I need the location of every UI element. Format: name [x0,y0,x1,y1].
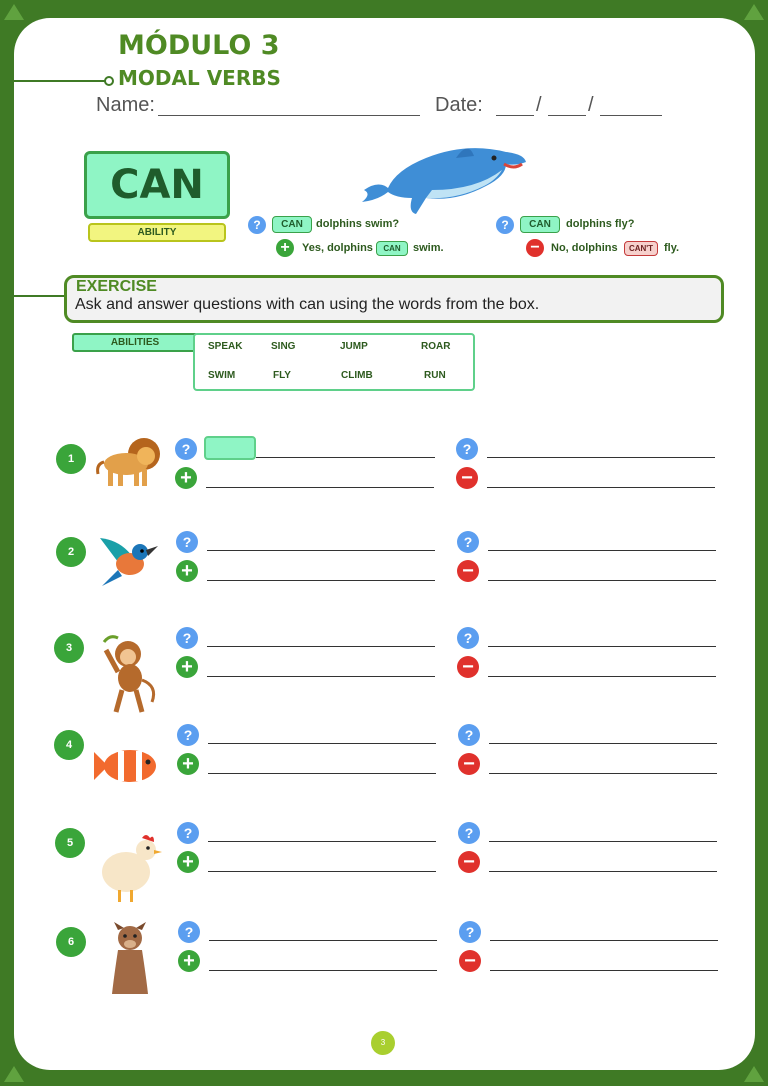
minus-icon: − [456,467,478,489]
ability-label: ABILITY [88,223,226,242]
hen-icon [96,832,162,904]
exercise-title: EXERCISE [76,278,157,295]
word-item: SING [271,341,296,352]
question-icon: ? [459,921,481,943]
question-icon: ? [178,921,200,943]
minus-icon: − [458,851,480,873]
word-item: FLY [273,370,291,381]
question-icon: ? [496,216,514,234]
word-item: JUMP [340,341,368,352]
question-icon: ? [176,627,198,649]
exercise-instruction: Ask and answer questions with can using the words from the box. [75,296,540,313]
negative-answer-line[interactable] [489,773,717,774]
minus-icon: − [458,753,480,775]
plus-icon: + [177,753,199,775]
item-number: 1 [56,444,86,474]
header-connector-line [14,80,106,82]
question-answer-line[interactable] [487,457,715,458]
topic-title: MODAL VERBS [118,66,281,90]
question-answer-line[interactable] [488,550,716,551]
clownfish-icon [92,744,162,788]
corner-decoration [4,1066,24,1082]
item-number: 5 [55,828,85,858]
word-item: CLIMB [341,370,373,381]
question-icon: ? [457,531,479,553]
question-answer-line[interactable] [207,550,435,551]
question-icon: ? [176,531,198,553]
answer-starter-box[interactable] [204,436,256,460]
date-month-field[interactable] [548,115,586,116]
plus-icon: + [176,560,198,582]
item-number: 2 [56,537,86,567]
question-answer-line[interactable] [489,743,717,744]
item-number: 6 [56,927,86,957]
module-title: MÓDULO 3 [118,30,280,61]
plus-icon: + [175,467,197,489]
question-answer-line[interactable] [488,646,716,647]
example-question-text: dolphins fly? [566,218,635,230]
question-answer-line[interactable] [209,940,437,941]
name-label: Name: [96,94,155,116]
example-answer-text: Yes, dolphins [302,242,373,254]
question-icon: ? [456,438,478,460]
question-answer-line[interactable] [490,940,718,941]
question-icon: ? [177,822,199,844]
word-item: SWIM [208,370,236,381]
can-pill: CAN [272,216,312,233]
corner-decoration [744,4,764,20]
date-separator: / [536,94,542,116]
negative-answer-line[interactable] [488,676,716,677]
minus-icon: − [457,560,479,582]
question-icon: ? [177,724,199,746]
lion-icon [94,434,164,488]
negative-answer-line[interactable] [488,580,716,581]
corner-decoration [744,1066,764,1082]
word-item: RUN [424,370,446,381]
negative-answer-line[interactable] [490,970,718,971]
monkey-icon [100,632,160,718]
question-answer-line[interactable] [489,841,717,842]
plus-icon: + [276,239,294,257]
cant-pill: CAN'T [624,241,658,256]
abilities-label: ABILITIES [72,333,198,352]
item-number: 4 [54,730,84,760]
example-answer-text: fly. [664,242,680,254]
item-number: 3 [54,633,84,663]
plus-icon: + [176,656,198,678]
can-title-box: CAN [84,151,230,219]
name-field[interactable] [158,115,420,116]
negative-answer-line[interactable] [487,487,715,488]
example-question-text: dolphins swim? [316,218,400,230]
minus-icon: − [459,950,481,972]
dog-icon [104,920,156,998]
can-pill: CAN [376,241,408,256]
question-answer-line[interactable] [208,743,436,744]
exercise-connector-line [14,295,66,297]
corner-decoration [4,4,24,20]
negative-answer-line[interactable] [489,871,717,872]
date-separator: / [588,94,594,116]
positive-answer-line[interactable] [209,970,437,971]
minus-icon: − [457,656,479,678]
question-icon: ? [248,216,266,234]
word-item: SPEAK [208,341,243,352]
question-answer-line[interactable] [207,646,435,647]
minus-icon: − [526,239,544,257]
question-icon: ? [175,438,197,460]
date-year-field[interactable] [600,115,662,116]
page-number: 3 [371,1031,395,1055]
question-icon: ? [458,822,480,844]
positive-answer-line[interactable] [208,773,436,774]
header-connector-dot [104,76,114,86]
dolphin-icon [356,140,532,220]
date-label: Date: [435,94,483,116]
positive-answer-line[interactable] [208,871,436,872]
word-item: ROAR [421,341,451,352]
positive-answer-line[interactable] [206,487,434,488]
question-answer-line[interactable] [256,457,435,458]
kingfisher-icon [96,530,160,590]
date-day-field[interactable] [496,115,534,116]
can-pill: CAN [520,216,560,233]
positive-answer-line[interactable] [207,580,435,581]
plus-icon: + [178,950,200,972]
example-answer-text: swim. [413,242,444,254]
question-answer-line[interactable] [208,841,436,842]
example-answer-text: No, dolphins [551,242,618,254]
question-icon: ? [457,627,479,649]
question-icon: ? [458,724,480,746]
plus-icon: + [177,851,199,873]
positive-answer-line[interactable] [207,676,435,677]
